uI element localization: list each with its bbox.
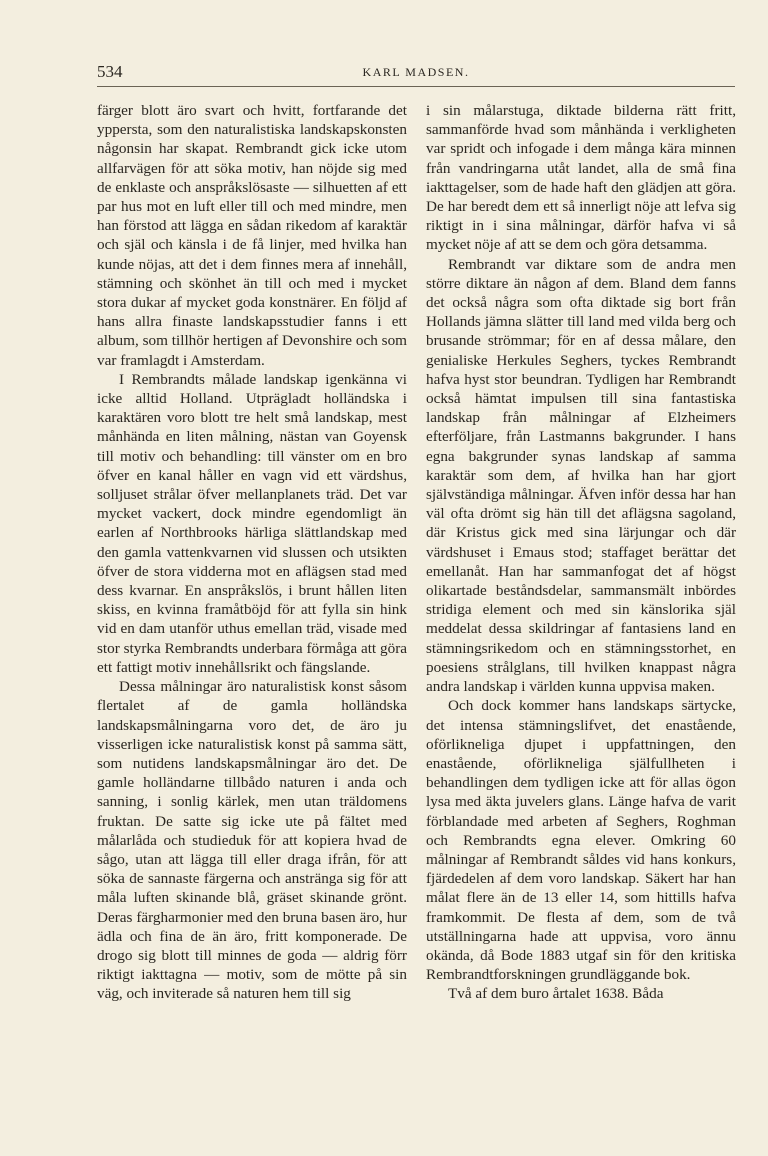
- running-head: KARL MADSEN.: [362, 65, 470, 79]
- paragraph: Två af dem buro årtalet 1638. Båda: [448, 985, 664, 1003]
- paragraph: Dessa målningar äro naturalistisk konst såsom flertalet af de gamla holländska landskapsmålningarna voro det, de äro ju visserligen icke naturalistisk konst på samma sätt, som nutidens landskapsmålningar äro det. De gamle holländarne tillbådo naturen i anda och sanning, i sonlig kärlek, men utan träldomens fruktan. De satte sig icke ute på fältet med målarlåda och studieduk för att kopiera hvad de sågo, utan att lägga till eller draga ifrån, för att söka de sannaste färgerna och anstränga sig för att måla luften skinande blå, gräset skinande grönt. Deras färgharmonier med den bruna basen äro, hur ädla och fina de än äro, fritt komponerade. De drogo sig blott till minnes de goda — aldrig förr riktigt iakttagna — motiv, som de mötte på sin väg, och inviterade så naturen hem till sig: [97, 678, 407, 1003]
- paragraph: Och dock kommer hans landskaps särtycke, det intensa stämningslifvet, det enastående, oförlikneliga djupet i uppfattningen, den enastående, oförlikneliga själfullheten i behandlingen dem tydligen icke att för allas ögon lysa med äkta juvelers glans. Länge hafva de varit förblandade med arbeten af Seghers, Roghman och Rembrandts egna elever. Omkring 60 målningar af Rembrandt såldes vid hans konkurs, fjärdedelen af dem voro landskap. Säkert har han målat flere än de 13 eller 14, som hittills hafva framkommit. De flesta af dem, som de två utställningarna hade att uppvisa, voro ännu okända, då Bode 1883 utgaf sin för den kritiska Rembrandtforskningen grundläggande bok.: [426, 697, 736, 984]
- paragraph: i sin målarstuga, diktade bilderna rätt fritt, sammanförde hvad som månhända i verkligheten var spridt och infogade i dem många kära minnen från vandringarna utåt landet, alla de små fina iakttagelser, som de hade haft den glädjen att göra. De har beredt dem ett så innerligt nöje att lefva sig riktigt in i sina målningar, därför hafva vi så mycket nöje af att se dem och göra detsamma.: [426, 102, 736, 254]
- page-number: 534: [97, 62, 123, 81]
- paragraph: Rembrandt var diktare som de andra men större diktare än någon af dem. Bland dem fanns det också några som ofta diktade sig bort från Hollands jämna slätter till land med vilda berg och brusande strömmar; för en af dessa målare, den genialiske Herkules Seghers, tyckes Rembrandt hafva hyst stor beundran. Tydligen har Rembrandt också hämtat impulsen till sina fantastiska landskap från målningar af Elzheimers efterföljare, från Lastmanns bakgrunder. I hans egna bakgrunder synas landskap af samma karaktär som dem, af hvilka han har gjort självständiga målningar. Äfven inför dessa har han väl ofta drömt sig hän till det aflägsna sagoland, där Kristus gick med sina lärjungar och där värdshuset i Emaus stod; staffaget berättar det emellanåt. Han har sammanfogat det af högst olikartade beståndsdelar, sammansmält inbördes stridiga element och med sin känslorika själ meddelat dessa skildringar af fantasiens land en stämningsrikedom och en stämningsstorhet, en poesiens strålglans, till hvilken knappast några andra landskap i världen kunna uppvisa maken.: [426, 255, 736, 696]
- left-column: [97, 101, 407, 1004]
- right-column: [426, 101, 736, 1004]
- paragraph: I Rembrandts målade landskap igenkänna vi icke alltid Holland. Utprägladt holländska i karaktären voro blott tre helt små landskap, mest månhända en liten målning, nästan van Goyensk till motiv och behandling: till vänster om en bro öfver en kanal håller en vagn vid ett värdshus, solljuset strålar öfver mellanplanets träd. Det var mycket vackert, dock mindre egendomligt än earlen af Northbrooks härliga slättlandskap med den gamla vattenkvarnen vid slussen och utsikten öfver de stora vidderna mot en aflägsen stad med dess kvarnar. En anspråkslös, i brunt hållen liten skiss, en kvinna framåtböjd för att fylla sin hink vid en dam utanför uthus emellan träd, visade med stor styrka Rembrandts underbara förmåga att göra ett fattigt motiv innehållsrikt och fängslande.: [97, 370, 407, 676]
- paragraph: färger blott äro svart och hvitt, fortfarande det yppersta, som den naturalistiska landskapskonsten någonsin har skapat. Rembrandt gick icke utom allfarvägen för att söka motiv, han nöjde sig med de enklaste och anspråkslösaste — silhuetten af ett par hus mot en luft eller till och med mindre, men han förstod att lägga en sådan rikedom af karaktär och själ och känsla i de få linjer, med hvilka han kunde nöjas, att det i dem finnes mera af innehåll, stämning och skönhet än till och med i mycket stora dukar af mycket goda konstnärer. En följd af hans allra finaste landskapsstudier fanns i ett album, som tillhör hertigen af Devonshire och som var framlagdt i Amsterdam.: [97, 102, 407, 369]
- page-header: [97, 60, 735, 87]
